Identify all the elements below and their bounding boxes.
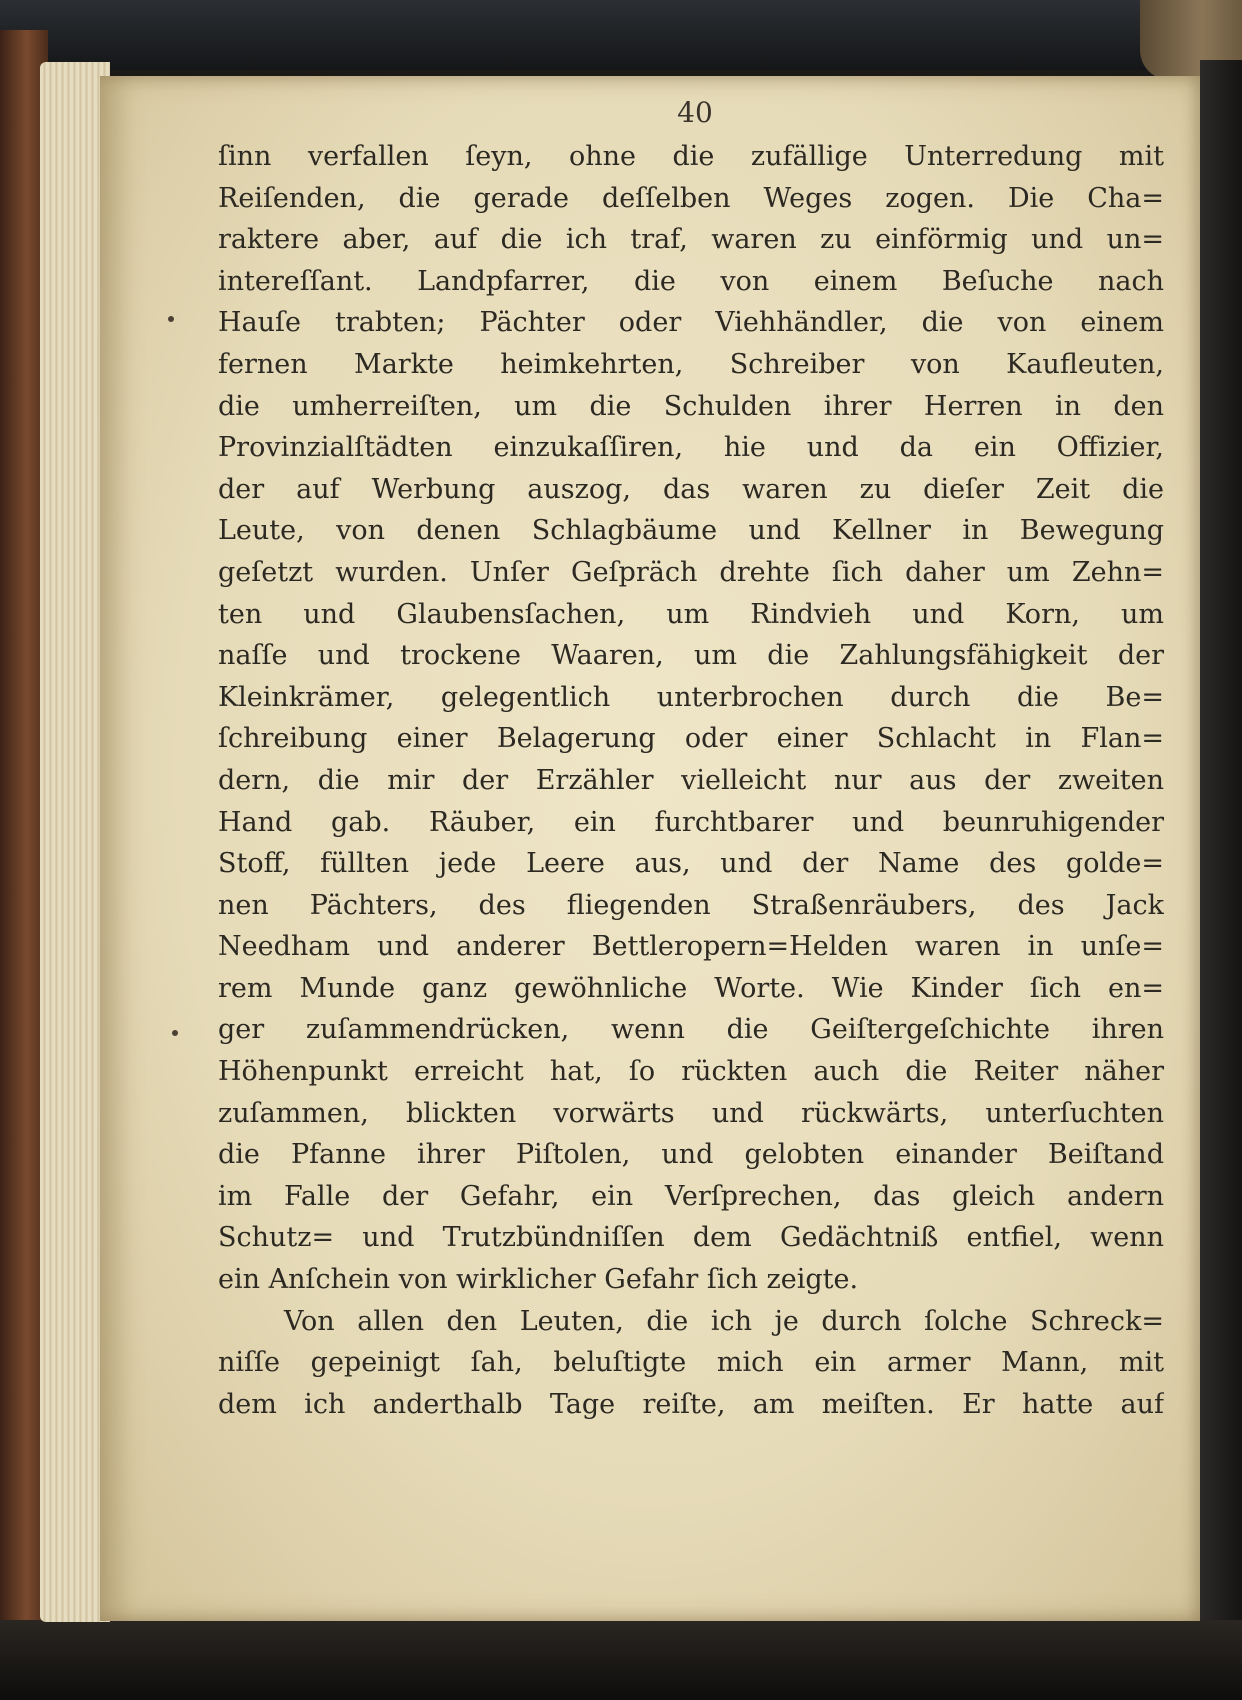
- text-line: geſetzt wurden. Unſer Geſpräch drehte ſich daher um Zehn=: [218, 556, 1164, 588]
- text-line: Provinzialſtädten einzukaſſiren, hie und da ein Offizier,: [218, 432, 1164, 464]
- background-top: [0, 0, 1242, 70]
- text-line: die umherreiſten, um die Schulden ihrer Herren in den: [218, 390, 1164, 422]
- text-line: dern, die mir der Erzähler vielleicht nur aus der zweiten: [218, 764, 1164, 796]
- text-line: raktere aber, auf die ich traf, waren zu einförmig und un=: [218, 224, 1164, 256]
- text-line: fernen Markte heimkehrten, Schreiber von Kaufleuten,: [218, 348, 1164, 380]
- text-line: rem Munde ganz gewöhnliche Worte. Wie Kinder ſich en=: [218, 972, 1164, 1004]
- text-line: der auf Werbung auszog, das waren zu dieſer Zeit die: [218, 473, 1164, 505]
- text-line: zuſammen, blickten vorwärts und rückwärts, unterſuchten: [218, 1097, 1164, 1129]
- text-line: Kleinkrämer, gelegentlich unterbrochen durch die Be=: [218, 681, 1164, 713]
- text-line: ger zuſammendrücken, wenn die Geiſtergeſchichte ihren: [218, 1014, 1164, 1046]
- text-line: ſchreibung einer Belagerung oder einer Schlacht in Flan=: [218, 723, 1164, 755]
- text-line: Reiſenden, die gerade deſſelben Weges zogen. Die Cha=: [218, 182, 1164, 214]
- text-line: dem ich anderthalb Tage reiſte, am meiſten. Er hatte auf: [218, 1388, 1164, 1420]
- text-line: Schutz= und Trutzbündniſſen dem Gedächtniß entfiel, wenn: [218, 1222, 1164, 1254]
- ink-dot: [168, 316, 174, 322]
- text-line: Stoff, füllten jede Leere aus, und der Name des golde=: [218, 848, 1164, 880]
- text-line: im Falle der Gefahr, ein Verſprechen, das gleich andern: [218, 1180, 1164, 1212]
- text-line: die Pfanne ihrer Piſtolen, und gelobten einander Beiſtand: [218, 1139, 1164, 1171]
- text-line: nen Pächters, des fliegenden Straßenräubers, des Jack: [218, 889, 1164, 921]
- book-cover-right: [1200, 60, 1242, 1640]
- page-text: [218, 136, 1164, 1425]
- text-line: Hand gab. Räuber, ein furchtbarer und beunruhigender: [218, 806, 1164, 838]
- text-line: Von allen den Leuten, die ich je durch ſolche Schreck=: [284, 1305, 1164, 1337]
- text-line: Needham und anderer Bettleropern=Helden waren in unſe=: [218, 931, 1164, 963]
- text-line: ten und Glaubensſachen, um Rindvieh und Korn, um: [218, 598, 1164, 630]
- text-line: Leute, von denen Schlagbäume und Kellner in Bewegung: [218, 515, 1164, 547]
- text-line: niſſe gepeinigt ſah, beluſtigte mich ein armer Mann, mit: [218, 1347, 1164, 1379]
- page-number: 40: [677, 96, 713, 129]
- text-line: Höhenpunkt erreicht hat, ſo rückten auch die Reiter näher: [218, 1056, 1164, 1088]
- text-line: Hauſe trabten; Pächter oder Viehhändler, die von einem: [218, 307, 1164, 339]
- text-line: ſinn verfallen ſeyn, ohne die zufällige Unterredung mit: [218, 141, 1164, 172]
- text-line: naſſe und trockene Waaren, um die Zahlungsfähigkeit der: [218, 640, 1164, 672]
- text-line: ein Anſchein von wirklicher Gefahr ſich zeigte.: [218, 1264, 859, 1296]
- ink-dot: [172, 1030, 178, 1036]
- book-cover-bottom: [0, 1620, 1242, 1700]
- text-line: intereſſant. Landpfarrer, die von einem Beſuche nach: [218, 265, 1164, 297]
